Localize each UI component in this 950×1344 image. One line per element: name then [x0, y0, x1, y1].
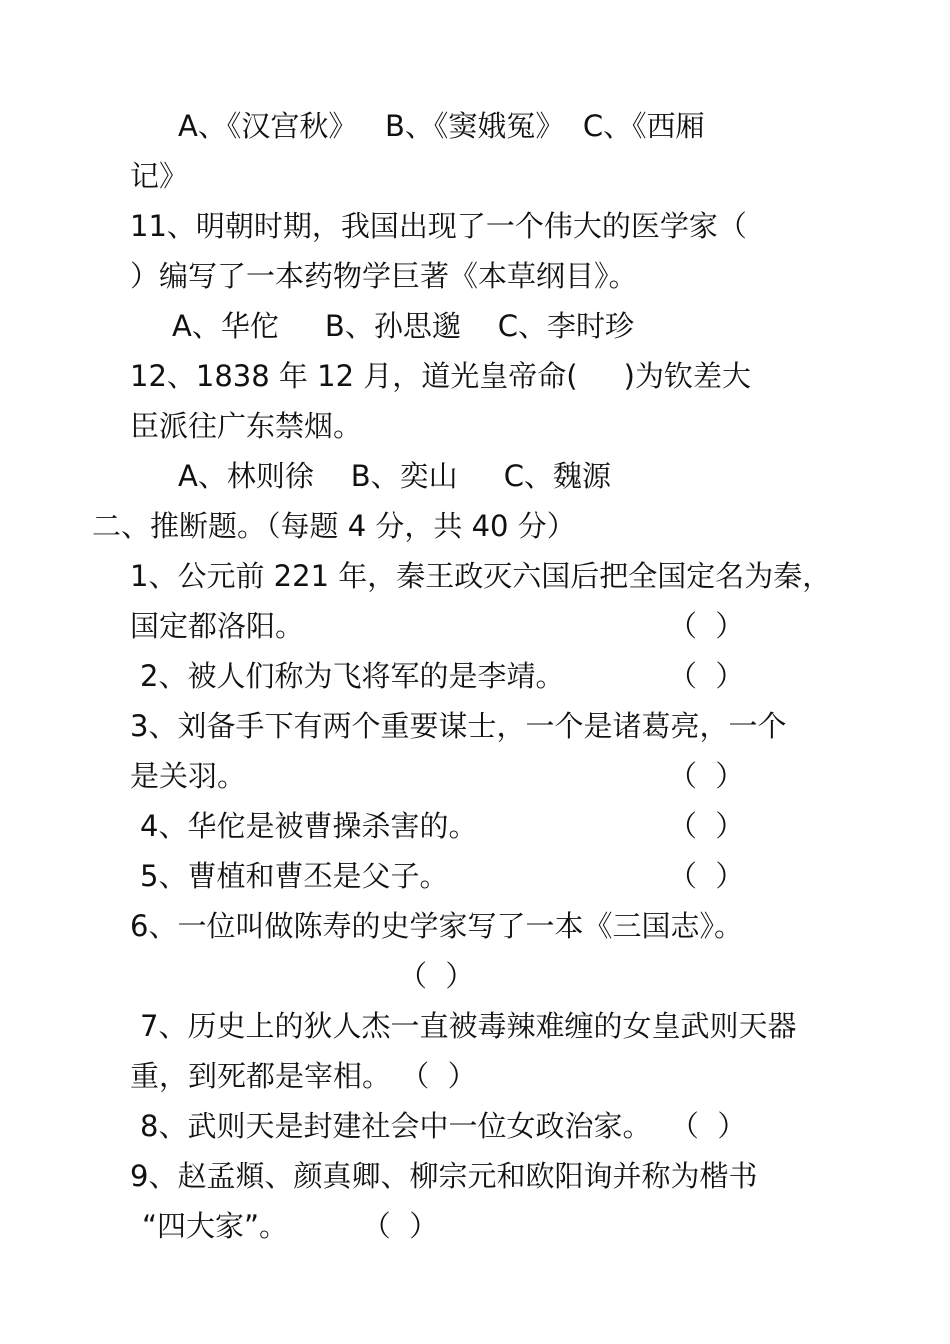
judge6-answer-paren: （ ）	[398, 959, 475, 993]
q11-text-line1: 11、明朝时期，我国出现了一个伟大的医学家（	[130, 209, 747, 243]
judge4-answer-paren: （ ）	[668, 809, 745, 843]
judge5-answer-paren: （ ）	[668, 859, 745, 893]
q12-text-line1: 12、1838 年 12 月，道光皇帝命( )为钦差大	[130, 359, 751, 393]
q12-options: A、林则徐 B、奕山 C、魏源	[178, 459, 611, 493]
judge2-text: 2、被人们称为飞将军的是李靖。	[140, 659, 565, 693]
section2-title: 二、推断题。（每题 4 分，共 40 分）	[92, 509, 576, 543]
judge9-line1: 9、赵孟頫、颜真卿、柳宗元和欧阳询并称为楷书	[130, 1159, 758, 1193]
q11-text-line2: ）编写了一本药物学巨著《本草纲目》。	[130, 259, 638, 293]
judge6-line1: 6、一位叫做陈寿的史学家写了一本《三国志》。	[130, 909, 743, 943]
judge9-line2: “四大家”。 （ ）	[142, 1209, 439, 1243]
q10-options: A、《汉宫秋》 B、《窦娥冤》 C、《西厢	[178, 109, 705, 143]
judge2-answer-paren: （ ）	[668, 659, 745, 693]
judge7-line2: 重，到死都是宰相。 （ ）	[130, 1059, 477, 1093]
judge4-text: 4、华佗是被曹操杀害的。	[140, 809, 478, 843]
judge3-line1: 3、刘备手下有两个重要谋士，一个是诸葛亮，一个	[130, 709, 787, 743]
judge1-line1: 1、公元前 221 年，秦王政灭六国后把全国定名为秦，	[130, 559, 832, 593]
judge3-line2: 是关羽。	[130, 759, 247, 793]
q11-options: A、华佗 B、孙思邈 C、李时珍	[172, 309, 634, 343]
judge5-text: 5、曹植和曹丕是父子。	[140, 859, 449, 893]
judge8-text: 8、武则天是封建社会中一位女政治家。 （ ）	[140, 1109, 747, 1143]
q12-text-line2: 臣派往广东禁烟。	[130, 409, 363, 443]
judge1-line2: 国定都洛阳。	[130, 609, 305, 643]
judge1-answer-paren: （ ）	[668, 609, 745, 643]
judge7-line1: 7、历史上的狄人杰一直被毒辣难缠的女皇武则天器	[140, 1009, 797, 1043]
judge3-answer-paren: （ ）	[668, 759, 745, 793]
q10-options-continued: 记》	[130, 159, 189, 193]
